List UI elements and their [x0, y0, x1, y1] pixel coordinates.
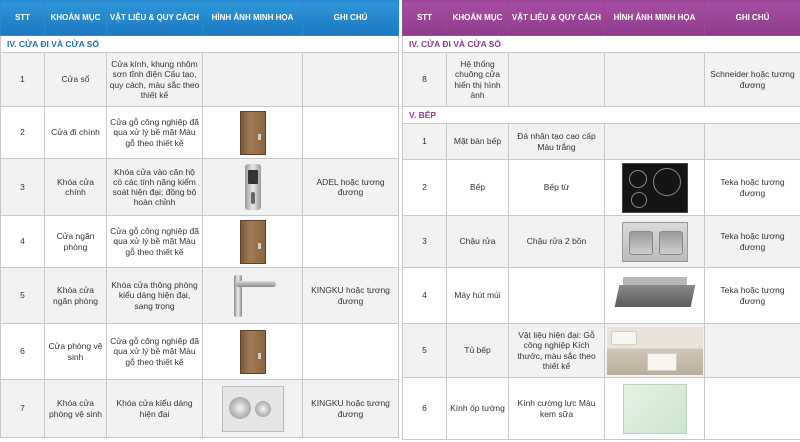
cell-image	[605, 324, 705, 378]
door-photo	[240, 220, 266, 264]
cell-image	[203, 53, 303, 107]
double-sink-photo	[622, 222, 688, 262]
cell-image	[605, 160, 705, 216]
right-section-row	[403, 107, 800, 124]
table-row	[403, 216, 800, 268]
cell-ghi-chu	[705, 324, 800, 378]
kitchen-cabinet-photo	[607, 327, 703, 375]
cell-stt: 4	[403, 268, 447, 324]
cell-image	[605, 53, 705, 107]
cell-image	[203, 107, 303, 159]
cell-khoan-muc: Kính ốp tường	[447, 378, 509, 440]
range-hood-photo	[615, 273, 695, 319]
cell-vat-lieu: Khóa cửa thông phòng kiểu dáng hiện đại, sang trọng	[107, 268, 203, 324]
header-ghi-chu: GHI CHÚ	[303, 1, 399, 36]
table-row	[403, 53, 800, 107]
cell-khoan-muc: Hệ thống chuông cửa hiển thị hình ảnh	[447, 53, 509, 107]
table-row	[1, 268, 399, 324]
cell-ghi-chu	[303, 53, 399, 107]
cell-stt: 2	[403, 160, 447, 216]
table-row	[1, 380, 399, 438]
smart-lock-photo	[245, 164, 261, 210]
left-spec-table	[0, 0, 399, 438]
cell-khoan-muc: Máy hút mùi	[447, 268, 509, 324]
cell-vat-lieu: Cửa gỗ công nghiệp đã qua xử lý bề mặt Màu gỗ theo thiết kế	[107, 216, 203, 268]
cell-stt: 2	[1, 107, 45, 159]
cell-vat-lieu: Cửa kính, khung nhôm sơn tĩnh điện Cấu tạo, quy cách, màu sắc theo thiết kế	[107, 53, 203, 107]
cell-khoan-muc: Bếp	[447, 160, 509, 216]
section-title: V. BẾP	[403, 107, 800, 124]
knob-lock-photo	[222, 386, 284, 432]
header-khoan-muc: KHOẢN MỤC	[45, 1, 107, 36]
right-header-row	[403, 1, 800, 36]
cell-image	[605, 378, 705, 440]
cell-ghi-chu	[303, 107, 399, 159]
cell-image	[203, 216, 303, 268]
cell-image	[203, 268, 303, 324]
table-row	[403, 268, 800, 324]
cell-image	[605, 124, 705, 160]
header-stt: STT	[1, 1, 45, 36]
cell-vat-lieu: Bếp từ	[509, 160, 605, 216]
cell-ghi-chu: Teka hoặc tương đương	[705, 268, 800, 324]
cell-ghi-chu: Teka hoặc tương đương	[705, 160, 800, 216]
cell-vat-lieu: Cửa gỗ công nghiệp đã qua xử lý bề mặt Màu gỗ theo thiết kế	[107, 107, 203, 159]
header-vat-lieu: VẬT LIỆU & QUY CÁCH	[509, 1, 605, 36]
cell-stt: 5	[1, 268, 45, 324]
right-spec-table	[402, 0, 800, 440]
table-row	[403, 124, 800, 160]
cell-khoan-muc: Mặt bàn bếp	[447, 124, 509, 160]
cell-vat-lieu	[509, 268, 605, 324]
cell-stt: 3	[1, 159, 45, 216]
header-hinh-anh: HÌNH ẢNH MINH HỌA	[203, 1, 303, 36]
cell-khoan-muc: Cửa ngăn phòng	[45, 216, 107, 268]
cell-vat-lieu: Khóa cửa vào căn hộ có các tính năng kiểm soát hiện đại; đồng bộ hoàn chỉnh	[107, 159, 203, 216]
cell-khoan-muc: Khóa cửa chính	[45, 159, 107, 216]
table-row	[403, 378, 800, 440]
cell-vat-lieu	[509, 53, 605, 107]
cell-ghi-chu	[705, 124, 800, 160]
cell-stt: 6	[1, 324, 45, 380]
cell-ghi-chu: Schneider hoặc tương đương	[705, 53, 800, 107]
cell-image	[203, 159, 303, 216]
lever-handle-photo	[228, 273, 278, 319]
cell-vat-lieu: Khóa cửa kiểu dáng hiện đại	[107, 380, 203, 438]
cell-ghi-chu: KINGKU hoặc tương đương	[303, 380, 399, 438]
cell-image	[605, 268, 705, 324]
cell-stt: 5	[403, 324, 447, 378]
cell-ghi-chu: Teka hoặc tương đương	[705, 216, 800, 268]
header-stt: STT	[403, 1, 447, 36]
cell-vat-lieu: Kính cường lực Màu kem sữa	[509, 378, 605, 440]
left-header-row	[1, 1, 399, 36]
cell-vat-lieu: Vật liệu hiện đại: Gỗ công nghiệp Kích thước, màu sắc theo thiết kế	[509, 324, 605, 378]
cell-vat-lieu: Cửa gỗ công nghiệp đã qua xử lý bề mặt Màu gỗ theo thiết kế	[107, 324, 203, 380]
cell-khoan-muc: Khóa cửa ngăn phòng	[45, 268, 107, 324]
header-hinh-anh: HÌNH ẢNH MINH HỌA	[605, 1, 705, 36]
table-row	[1, 53, 399, 107]
induction-hob-photo	[622, 163, 688, 213]
cell-khoan-muc: Tủ bếp	[447, 324, 509, 378]
cell-stt: 4	[1, 216, 45, 268]
cell-stt: 1	[403, 124, 447, 160]
table-row	[1, 324, 399, 380]
cell-ghi-chu: KINGKU hoặc tương đương	[303, 268, 399, 324]
header-khoan-muc: KHOẢN MỤC	[447, 1, 509, 36]
cell-ghi-chu	[303, 324, 399, 380]
cell-stt: 1	[1, 53, 45, 107]
section-title: IV. CỬA ĐI VÀ CỬA SỔ	[403, 36, 800, 53]
table-row	[403, 160, 800, 216]
cell-stt: 3	[403, 216, 447, 268]
section-title: IV. CỬA ĐI VÀ CỬA SỔ	[1, 36, 399, 53]
cell-image	[605, 216, 705, 268]
header-vat-lieu: VẬT LIỆU & QUY CÁCH	[107, 1, 203, 36]
table-row	[403, 324, 800, 378]
cell-stt: 8	[403, 53, 447, 107]
cell-stt: 7	[1, 380, 45, 438]
table-row	[1, 216, 399, 268]
cell-vat-lieu: Chậu rửa 2 bồn	[509, 216, 605, 268]
cell-image	[203, 380, 303, 438]
cell-ghi-chu	[303, 216, 399, 268]
right-section-row	[403, 36, 800, 53]
door-photo	[240, 330, 266, 374]
cell-image	[203, 324, 303, 380]
table-row	[1, 159, 399, 216]
glass-panel-photo	[623, 384, 687, 434]
header-ghi-chu: GHI CHÚ	[705, 1, 800, 36]
cell-khoan-muc: Chậu rửa	[447, 216, 509, 268]
left-section-row	[1, 36, 399, 53]
cell-khoan-muc: Khóa cửa phòng vệ sinh	[45, 380, 107, 438]
cell-khoan-muc: Cửa sổ	[45, 53, 107, 107]
cell-stt: 6	[403, 378, 447, 440]
cell-vat-lieu: Đá nhân tạo cao cấp Màu trắng	[509, 124, 605, 160]
cell-khoan-muc: Cửa phòng vệ sinh	[45, 324, 107, 380]
door-photo	[240, 111, 266, 155]
cell-ghi-chu	[705, 378, 800, 440]
cell-ghi-chu: ADEL hoặc tương đương	[303, 159, 399, 216]
table-row	[1, 107, 399, 159]
cell-khoan-muc: Cửa đi chính	[45, 107, 107, 159]
